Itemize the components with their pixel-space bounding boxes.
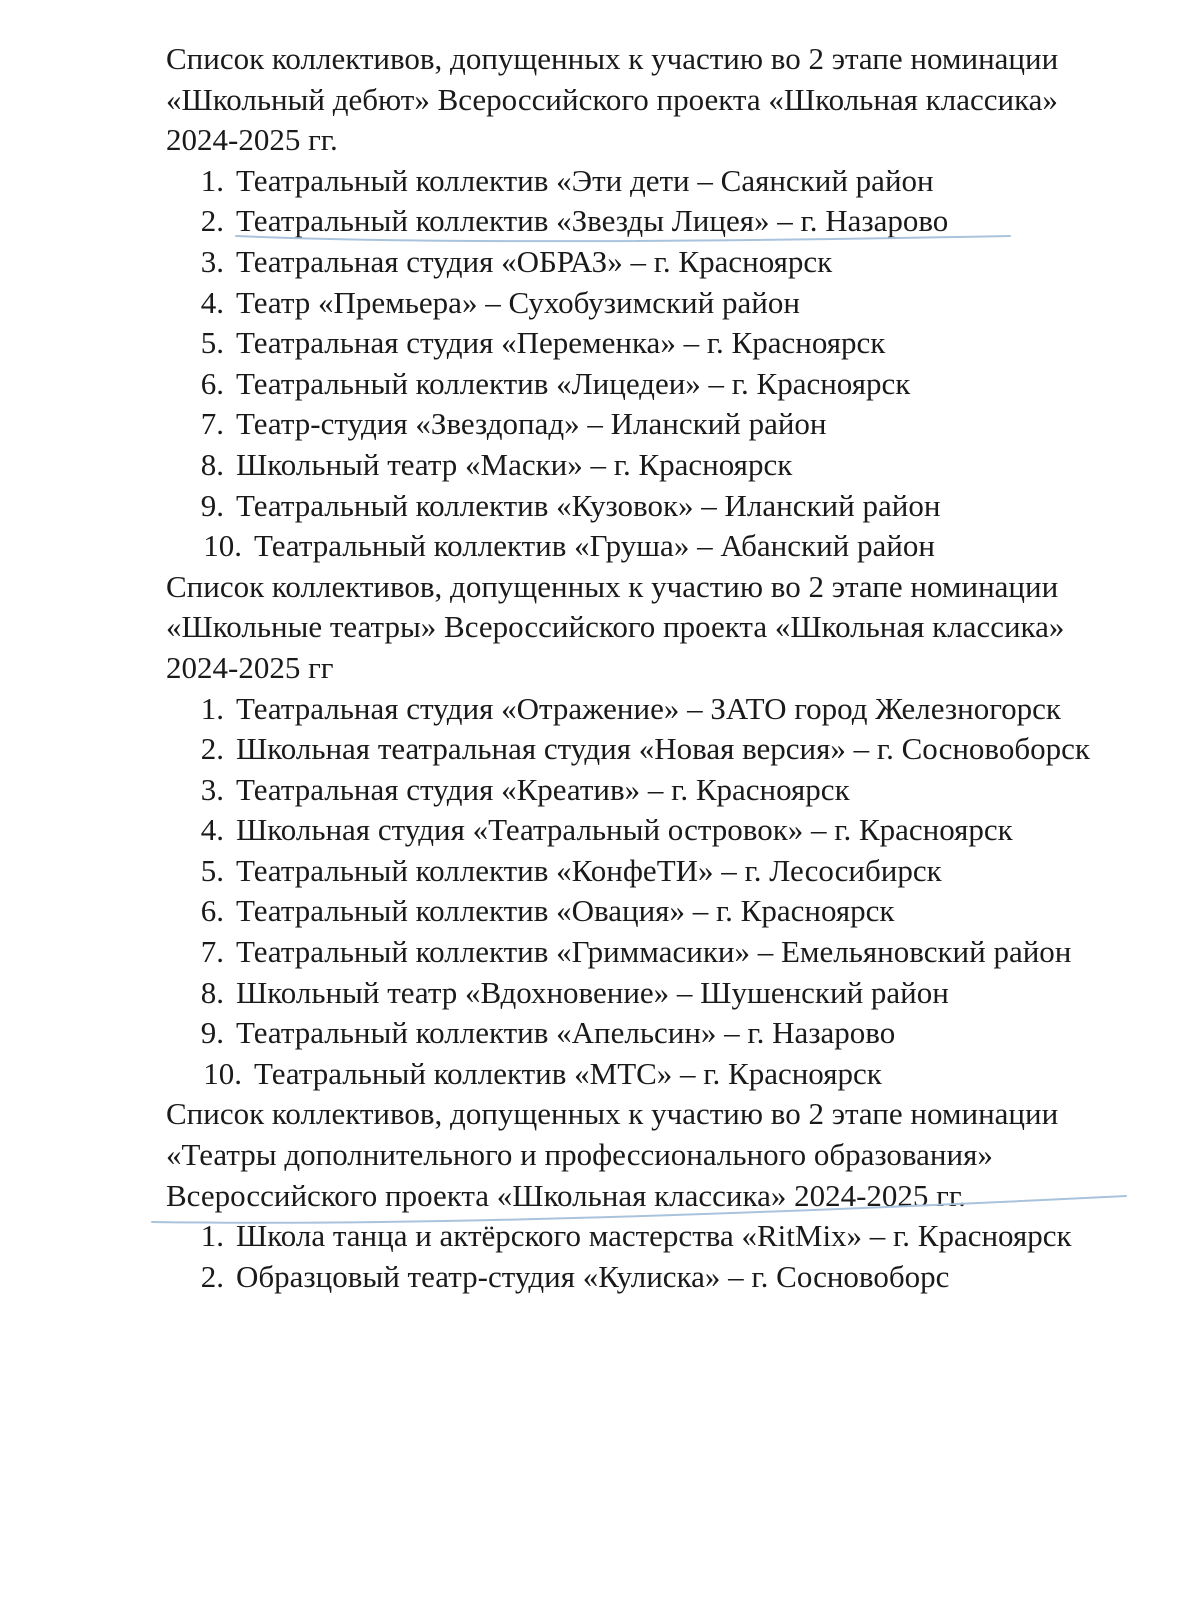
item-text: Театральная студия «Креатив» – г. Красноярск: [236, 771, 850, 807]
item-text: Театральная студия «Отражение» – ЗАТО город Железногорск: [236, 690, 1061, 726]
list-item: [166, 445, 1126, 486]
list-item: [166, 201, 1126, 242]
section-list: [166, 161, 1126, 567]
list-item: [166, 1216, 1126, 1257]
item-number: 6.: [200, 365, 224, 401]
item-text: Театральный коллектив «Звезды Лицея» – г. Назарово: [236, 203, 949, 239]
list-item: [166, 689, 1126, 730]
item-number: 5.: [200, 852, 224, 888]
document-body: [166, 39, 1126, 1297]
section-list: [166, 689, 1126, 1095]
section-heading: Список коллективов, допущенных к участию во 2 этапе номинации «Театры дополнительного и профессионального образования» Всероссийского проекта «Школьная классика» 2024-2025 гг.: [166, 1096, 1059, 1213]
list-item: [166, 729, 1126, 770]
list-item: [166, 851, 1126, 892]
list-item: [166, 932, 1126, 973]
item-number: 9.: [200, 487, 224, 523]
section-list: [166, 1216, 1126, 1297]
item-text: Школьный театр «Маски» – г. Красноярск: [236, 446, 793, 482]
item-text: Театральная студия «ОБРАЗ» – г. Красноярск: [236, 243, 833, 279]
item-text: Театральный коллектив «Гриммасики» – Емельяновский район: [236, 934, 1072, 970]
item-text: Театральный коллектив «Овация» – г. Красноярск: [236, 893, 895, 929]
list-item: [166, 161, 1126, 202]
list-item: [166, 810, 1126, 851]
section-heading: Список коллективов, допущенных к участию во 2 этапе номинации «Школьные театры» Всероссийского проекта «Школьная классика» 2024-2025 гг: [166, 568, 1065, 685]
section-heading: Список коллективов, допущенных к участию во 2 этапе номинации «Школьный дебют» Всероссийского проекта «Школьная классика» 2024-2025 гг.: [166, 41, 1059, 158]
item-text: Школа танца и актёрского мастерства «RitMix» – г. Красноярск: [236, 1218, 1072, 1254]
item-text: Театральный коллектив «КонфеТИ» – г. Лесосибирск: [236, 852, 942, 888]
list-item: [166, 323, 1126, 364]
list-item: [166, 404, 1126, 445]
list-item: [166, 364, 1126, 405]
item-text: Театр «Премьера» – Сухобузимский район: [236, 284, 800, 320]
item-number: 5.: [200, 325, 224, 361]
item-text: Театральный коллектив «Лицедеи» – г. Красноярск: [236, 365, 911, 401]
list-item: [166, 1054, 1126, 1095]
item-text: Театр-студия «Звездопад» – Иланский район: [236, 406, 827, 442]
item-number: 8.: [200, 446, 224, 482]
item-text: Театральный коллектив «Эти дети – Саянский район: [236, 162, 934, 198]
list-item: [166, 770, 1126, 811]
item-number: 3.: [200, 771, 224, 807]
item-number: 2.: [200, 1258, 224, 1294]
item-text: Театральный коллектив «Кузовок» – Иланский район: [236, 487, 941, 523]
item-text: Театральная студия «Переменка» – г. Красноярск: [236, 325, 886, 361]
item-number: 2.: [200, 203, 224, 239]
item-number: 2.: [200, 731, 224, 767]
item-text: Образцовый театр-студия «Кулиска» – г. Сосновоборс: [236, 1258, 950, 1294]
item-number: 4.: [200, 812, 224, 848]
item-number: 8.: [200, 974, 224, 1010]
list-item: [166, 973, 1126, 1014]
list-item: [166, 1257, 1126, 1298]
item-text: Театральный коллектив «МТС» – г. Красноярск: [254, 1055, 882, 1091]
item-text: Школьная театральная студия «Новая версия» – г. Сосновоборск: [236, 731, 1090, 767]
list-item: [166, 526, 1126, 567]
item-number: 10.: [203, 1055, 242, 1091]
item-number: 9.: [200, 1015, 224, 1051]
item-number: 4.: [200, 284, 224, 320]
item-text: Школьный театр «Вдохновение» – Шушенский район: [236, 974, 949, 1010]
list-item: [166, 1013, 1126, 1054]
item-text: Школьная студия «Театральный островок» – г. Красноярск: [236, 812, 1013, 848]
item-text: Театральный коллектив «Апельсин» – г. Назарово: [236, 1015, 896, 1051]
item-number: 1.: [200, 1218, 224, 1254]
item-number: 7.: [200, 406, 224, 442]
list-item: [166, 891, 1126, 932]
list-item: [166, 283, 1126, 324]
item-number: 7.: [200, 934, 224, 970]
item-number: 1.: [200, 690, 224, 726]
item-number: 1.: [200, 162, 224, 198]
item-text: Театральный коллектив «Груша» – Абанский район: [254, 528, 935, 564]
item-number: 6.: [200, 893, 224, 929]
item-number: 3.: [200, 243, 224, 279]
item-number: 10.: [203, 528, 242, 564]
list-item: [166, 486, 1126, 527]
list-item: [166, 242, 1126, 283]
